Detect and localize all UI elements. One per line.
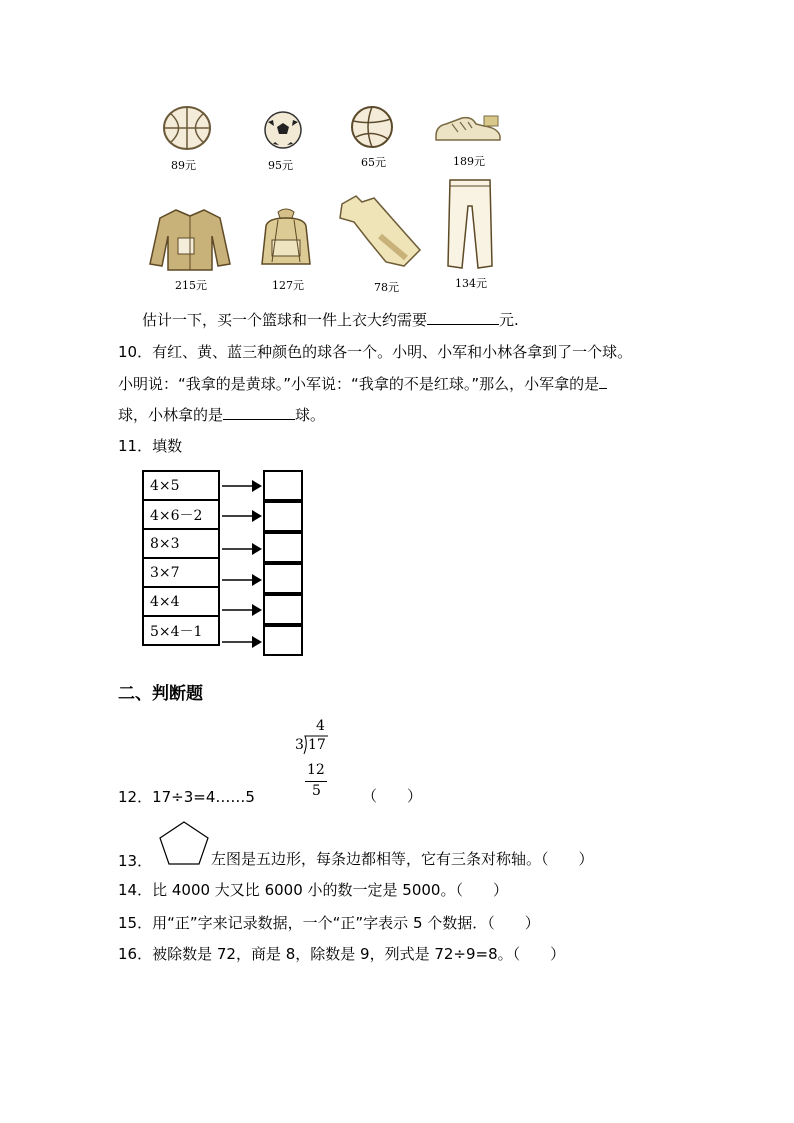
arrow-right-icon [222, 543, 262, 555]
question-10-text: 小明说：“我拿的是黄球。”小军说：“我拿的不是红球。”那么，小军拿的是 [118, 375, 600, 393]
question-9-unit: 元. [499, 311, 519, 329]
arrow-right-icon [222, 604, 262, 616]
question-10-line2 [118, 374, 607, 394]
answer-box[interactable] [263, 501, 303, 532]
question-14: 14．比 4000 大又比 6000 小的数一定是 5000。（ ） [118, 881, 508, 899]
expression-table [142, 470, 220, 646]
answer-box[interactable] [263, 563, 303, 594]
question-9-text: 估计一下，买一个篮球和一件上衣大约需要 [142, 311, 428, 329]
question-12-text: 12．17÷3=4……5 [118, 788, 255, 806]
volleyball-icon [350, 105, 394, 149]
question-10-line1: 10．有红、黄、蓝三种颜色的球各一个。小明、小军和小林各拿到了一个球。 [118, 343, 633, 361]
answer-blank[interactable] [427, 310, 499, 325]
division-remainder: 5 [312, 783, 321, 799]
division-quotient: 4 [316, 718, 325, 734]
expression-cell: 4×5 [143, 471, 219, 500]
expression-cell: 4×6－2 [143, 500, 219, 529]
arrow-right-icon [222, 480, 262, 492]
price-basketball: 89元 [171, 159, 196, 172]
price-volleyball: 65元 [361, 156, 386, 169]
backpack-icon [256, 206, 316, 270]
question-9 [142, 310, 519, 330]
soccer-ball-icon [263, 110, 303, 150]
pants-icon [446, 176, 494, 272]
question-12-paren[interactable]: （ ） [362, 787, 423, 805]
question-16: 16．被除数是 72，商是 8，除数是 9，列式是 72÷9=8。（ ） [118, 945, 566, 963]
expression-cell: 5×4－1 [143, 616, 219, 645]
question-10-line3 [118, 405, 325, 425]
arrow-right-icon [222, 510, 262, 522]
price-sneaker: 189元 [453, 155, 485, 168]
answer-box[interactable] [263, 470, 303, 501]
question-10-text-c: 球。 [295, 406, 326, 424]
expression-cell: 3×7 [143, 558, 219, 587]
answer-box[interactable] [263, 625, 303, 656]
shirt-icon [334, 192, 424, 272]
division-rule [305, 781, 327, 782]
division-product: 12 [307, 762, 325, 778]
answer-box[interactable] [263, 594, 303, 625]
basketball-icon [162, 105, 212, 151]
sneaker-icon [432, 112, 504, 144]
expression-cell: 4×4 [143, 587, 219, 616]
answer-box[interactable] [263, 532, 303, 563]
section-title: 二、判断题 [118, 684, 203, 704]
price-pants: 134元 [455, 277, 487, 290]
price-shirt: 78元 [374, 281, 399, 294]
division-divisor: 3 [295, 737, 304, 753]
arrow-right-icon [222, 636, 262, 648]
price-soccer-ball: 95元 [268, 159, 293, 172]
question-15: 15．用“正”字来记录数据，一个“正”字表示 5 个数据．（ ） [118, 914, 540, 932]
expression-cell: 8×3 [143, 529, 219, 558]
question-10-text-b: 球，小林拿的是 [118, 406, 224, 424]
question-13-num: 13． [118, 852, 153, 870]
pentagon-icon [158, 820, 210, 866]
division-dividend: 17 [308, 737, 326, 753]
price-backpack: 127元 [272, 279, 304, 292]
answer-blank[interactable] [223, 405, 295, 420]
price-jacket: 215元 [175, 279, 207, 292]
question-13-text: 左图是五边形，每条边都相等，它有三条对称轴。（ ） [211, 850, 594, 868]
arrow-right-icon [222, 574, 262, 586]
answer-blank[interactable] [599, 374, 607, 389]
question-11-title: 11．填数 [118, 437, 183, 455]
jacket-icon [148, 206, 232, 272]
